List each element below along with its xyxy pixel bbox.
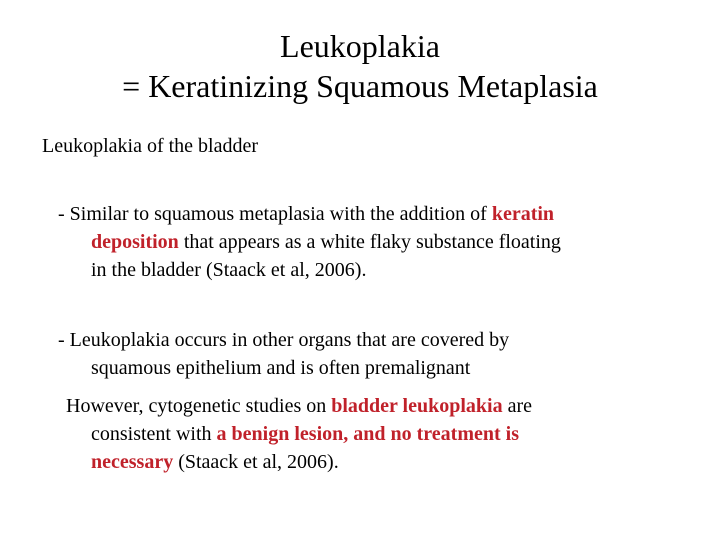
text: that appears as a white flaky substance floating: [178, 231, 561, 253]
paragraph-1-line-3: in the bladder (Staack et al, 2006).: [91, 259, 367, 281]
paragraph-cytogenetic-studies: [66, 392, 686, 476]
text: are: [502, 395, 533, 417]
slide-title: [0, 26, 720, 106]
highlight-benign-lesion: a benign lesion, and no treatment is: [216, 423, 519, 445]
paragraph-1-line-1: [58, 200, 678, 228]
slide-subtitle: Leukoplakia of the bladder: [42, 135, 259, 157]
title-line-2: = Keratinizing Squamous Metaplasia: [122, 68, 598, 104]
paragraph-3-line-1: [66, 392, 686, 420]
text: consistent with: [91, 423, 217, 445]
highlight-deposition: deposition: [91, 231, 179, 253]
highlight-bladder-leukoplakia: bladder leukoplakia: [331, 395, 503, 417]
paragraph-other-organs: [58, 326, 678, 382]
paragraph-2-line-1: - Leukoplakia occurs in other organs that are covered by: [58, 329, 510, 351]
text: (Staack et al, 2006).: [173, 451, 339, 473]
paragraph-3-line-2: [66, 420, 686, 448]
paragraph-keratin-deposition: [58, 200, 678, 284]
text: However, cytogenetic studies on: [66, 395, 332, 417]
highlight-necessary: necessary: [91, 451, 174, 473]
highlight-keratin: keratin: [491, 203, 555, 225]
paragraph-1-line-2: [58, 228, 678, 256]
paragraph-3-line-3: [66, 448, 686, 476]
title-line-1: Leukoplakia: [280, 28, 440, 64]
text: - Similar to squamous metaplasia with the addition of: [58, 203, 492, 225]
paragraph-2-line-2: squamous epithelium and is often premalignant: [91, 357, 471, 379]
